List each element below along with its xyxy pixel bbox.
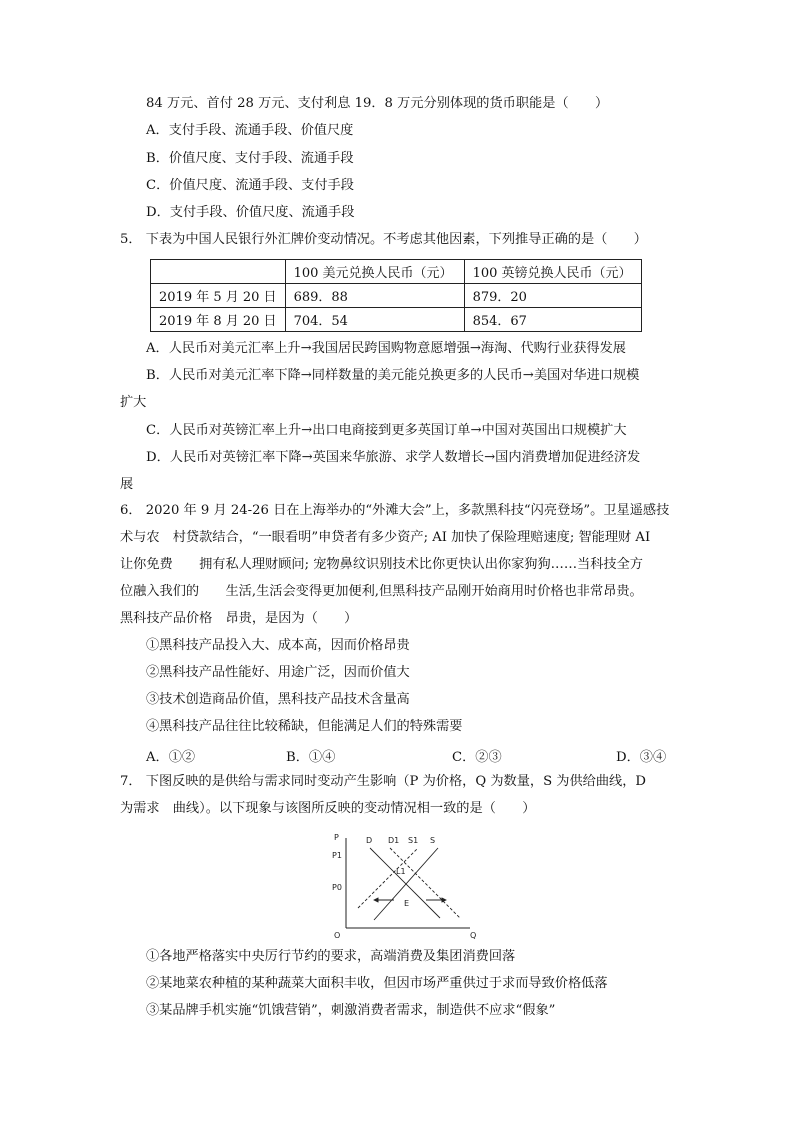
- q5-option-c: C．人民币对英镑汇率上升→出口电商接到更多英国订单→中国对英国出口规模扩大: [146, 423, 627, 438]
- q6-stem-line: 位融入我们的 生活,生活会变得更加便利,但黑科技产品刚开始商用时价格也非常昂贵。: [120, 584, 643, 599]
- table-cell: 704．54: [285, 308, 464, 332]
- q5-option-b: B．人民币对美元汇率下降→同样数量的美元能兑换更多的人民币→美国对华进口规模: [146, 368, 640, 383]
- supply-demand-graph: [330, 830, 480, 940]
- origin-label: O: [334, 931, 341, 940]
- q4-option-d: D．支付手段、价值尺度、流通手段: [146, 205, 355, 220]
- q6-stem-line: 6． 2020 年 9 月 24-26 日在上海举办的“外滩大会”上，多款黑科技“闪亮登场”。卫星遥感技: [120, 503, 670, 518]
- q5-option-d: D．人民币对英镑汇率下降→英国来华旅游、求学人数增长→国内消费增加促进经济发: [146, 450, 641, 465]
- table-cell: 689．88: [285, 284, 464, 308]
- demand-curve-d1: [390, 848, 460, 918]
- point-label-l1: L1: [396, 867, 406, 876]
- q6-item: ④黑科技产品往往比较稀缺，但能满足人们的特殊需要: [146, 719, 463, 734]
- curve-label-s: S: [430, 836, 436, 845]
- q5-stem: 5． 下表为中国人民银行外汇牌价变动情况。不考虑其他因素，下列推导正确的是（ ）: [120, 232, 647, 247]
- table-cell: 2019 年 5 月 20 日: [151, 284, 286, 308]
- q4-option-a: A．支付手段、流通手段、价值尺度: [146, 123, 354, 138]
- table-header-cell: 100 英镑兑换人民币（元）: [464, 260, 641, 284]
- q7-stem-line: 为需求 曲线）。以下现象与该图所反映的变动情况相一致的是（ ）: [120, 801, 536, 816]
- table-header-row: [151, 260, 642, 284]
- q6-choice-d: D．③④: [616, 750, 667, 765]
- table-row: [151, 284, 642, 308]
- q7-stem-line: 7． 下图反映的是供给与需求同时变动产生影响（P 为价格，Q 为数量，S 为供给曲线，D: [120, 774, 647, 789]
- q7-item: ①各地严格落实中央厉行节约的要求，高端消费及集团消费回落: [146, 949, 516, 964]
- price-label-p0: P0: [332, 883, 342, 892]
- q6-stem-line: 让你免费 拥有私人理财顾问; 宠物鼻纹识别技术比你更快认出你家狗狗……当科技全方: [120, 557, 643, 572]
- q4-option-c: C．价值尺度、流通手段、支付手段: [146, 178, 354, 193]
- curve-label-d: D: [366, 836, 373, 845]
- table-cell: 854．67: [464, 308, 641, 332]
- q7-item: ②某地菜农种植的某种蔬菜大面积丰收，但因市场严重供过于求而导致价格低落: [146, 976, 608, 991]
- q6-item: ③技术创造商品价值，黑科技产品技术含量高: [146, 692, 410, 707]
- q4-option-b: B．价值尺度、支付手段、流通手段: [146, 151, 354, 166]
- q6-choice-a: A．①②: [146, 750, 196, 765]
- axis-label-q: Q: [470, 931, 477, 940]
- q6-choice-c: C．②③: [452, 750, 502, 765]
- table-cell: 2019 年 8 月 20 日: [151, 308, 286, 332]
- q5-option-d-cont: 展: [120, 477, 134, 492]
- q6-stem-line: 黑科技产品价格 昂贵，是因为（ ）: [120, 611, 358, 626]
- q6-item: ②黑科技产品性能好、用途广泛，因而价值大: [146, 665, 410, 680]
- q7-item: ③某品牌手机实施“饥饿营销”，刺激消费者需求，制造供不应求“假象”: [146, 1003, 556, 1018]
- q6-choice-b: B．①④: [286, 750, 336, 765]
- table-row: [151, 308, 642, 332]
- q5-option-b-cont: 扩大: [120, 395, 147, 410]
- exchange-rate-table: [150, 259, 642, 332]
- q6-stem-line: 术与农 村贷款结合，“一眼看明”申贷者有多少资产; AI 加快了保险理赔速度; 智能理财 AI: [120, 530, 651, 545]
- table-cell: 879．20: [464, 284, 641, 308]
- point-label-e: E: [404, 899, 410, 908]
- table-header-cell: [151, 260, 286, 284]
- table-header-cell: 100 美元兑换人民币（元）: [285, 260, 464, 284]
- curve-label-s1: S1: [408, 836, 419, 845]
- supply-curve-s: [374, 848, 438, 920]
- axis-label-p: P: [334, 833, 339, 842]
- price-label-p1: P1: [332, 851, 342, 860]
- curve-label-d1: D1: [388, 836, 400, 845]
- q4-stem-tail: 84 万元、首付 28 万元、支付利息 19．8 万元分别体现的货币职能是（ ）: [146, 96, 609, 111]
- q5-option-a: A．人民币对美元汇率上升→我国居民跨国购物意愿增强→海淘、代购行业获得发展: [146, 341, 626, 356]
- q6-item: ①黑科技产品投入大、成本高，因而价格昂贵: [146, 638, 410, 653]
